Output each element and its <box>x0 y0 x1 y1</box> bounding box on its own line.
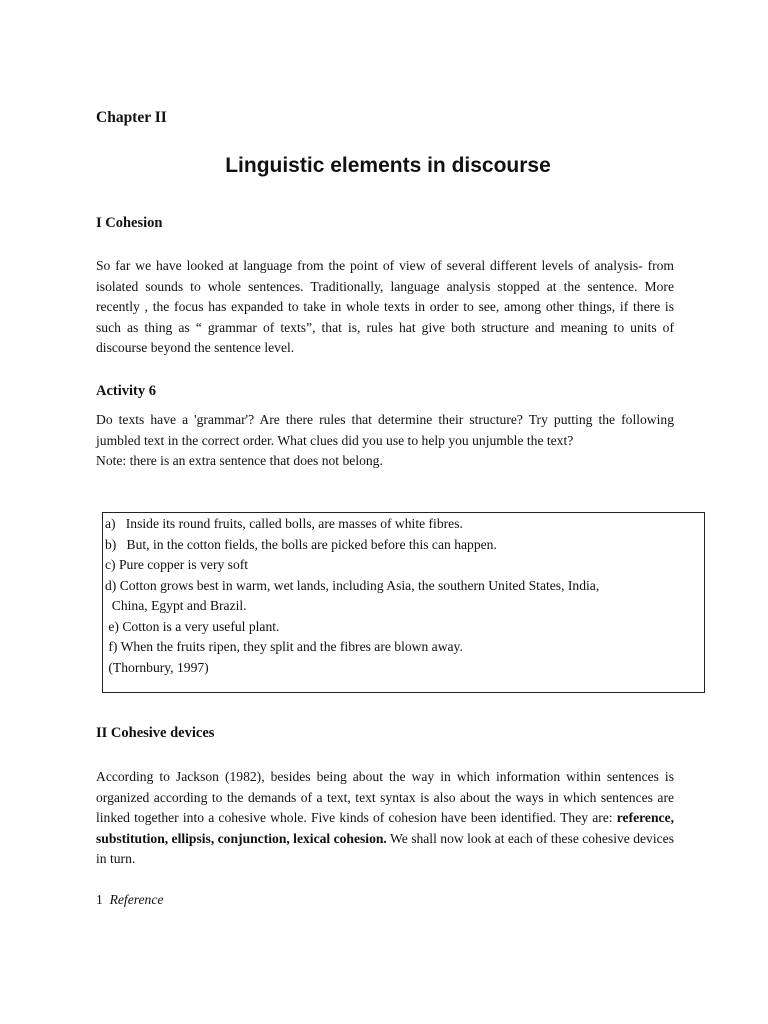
section-heading-cohesive-devices: II Cohesive devices <box>96 725 215 741</box>
subsection-reference <box>96 892 163 908</box>
cohesion-paragraph-text: So far we have looked at language from the point of view of several different levels of analysis- from isolated sounds to whole sentences. Traditionally, language analysis stopped at the sentence. More recently , the focus has expanded to take in whole texts in order to see, among other things, if there is such as thing as “ grammar of texts”, that is, rules hat give both structure and meaning to units of discourse beyond the sentence level. <box>96 258 674 355</box>
box-line: f) When the fruits ripen, they split and the fibres are blown away. <box>105 639 463 654</box>
chapter-label: Chapter II <box>96 109 167 126</box>
subsection-number: 1 <box>96 892 103 907</box>
activity-question: Do texts have a 'grammar'? Are there rules that determine their structure? Try putting the following jumbled text in the correct order. What clues did you use to help you unjumble the text? <box>96 412 674 448</box>
box-line: b) But, in the cotton fields, the bolls are picked before this can happen. <box>105 536 497 552</box>
jumbled-text-box <box>102 512 705 693</box>
box-line: e) Cotton is a very useful plant. <box>105 618 280 634</box>
activity-note: Note: there is an extra sentence that does not belong. <box>96 453 383 468</box>
section-heading-cohesion: I Cohesion <box>96 215 163 231</box>
cohesive-devices-text <box>96 767 674 870</box>
subsection-label: Reference <box>109 892 164 907</box>
cohesion-types-list: reference, substitution, ellipsis, conjunction, lexical cohesion. <box>96 810 674 846</box>
box-line: c) Pure copper is very soft <box>105 557 249 572</box>
cohesive-devices-paragraph <box>96 767 674 870</box>
box-line: (Thornbury, 1997) <box>105 659 209 675</box>
paragraph-end: We shall now look at each of these cohesive devices in turn. <box>96 830 674 866</box>
cohesion-paragraph <box>96 256 674 359</box>
box-line: China, Egypt and Brazil. <box>105 598 247 613</box>
box-line: a) Inside its round fruits, called bolls, are masses of white fibres. <box>105 516 463 531</box>
activity-instructions <box>96 410 674 472</box>
activity-heading: Activity 6 <box>96 383 156 399</box>
box-line: d) Cotton grows best in warm, wet lands, including Asia, the southern United States, India, <box>105 577 600 593</box>
page-title: Linguistic elements in discourse <box>225 154 551 177</box>
paragraph-start: According to Jackson (1982), besides being about the way in which information within sentences is organized according to the demands of a text, text syntax is also about the ways in which sentences are linked together into a cohesive whole. Five kinds of cohesion have been identified. They are: <box>96 769 674 825</box>
